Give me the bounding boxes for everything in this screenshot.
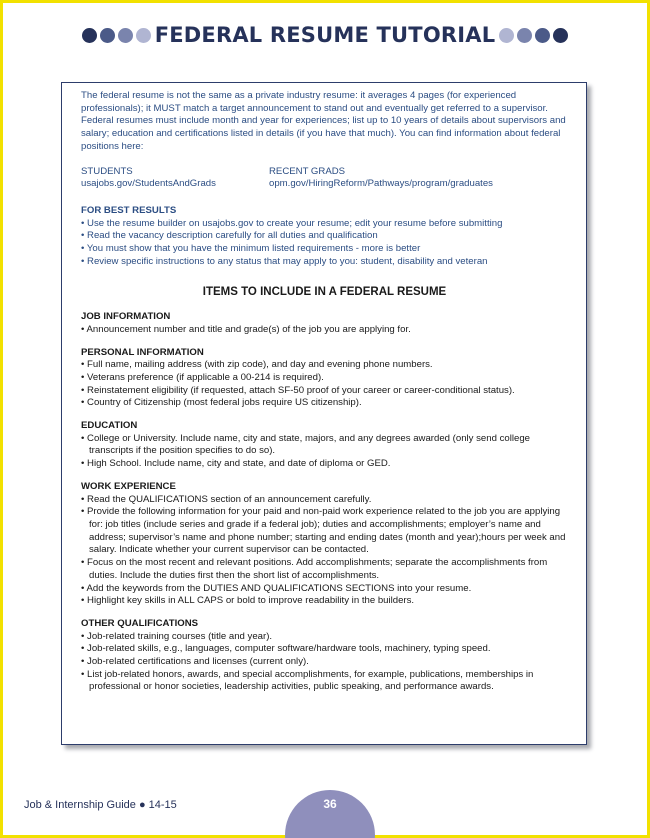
dot-icon xyxy=(553,28,568,43)
page-number: 36 xyxy=(323,797,337,811)
dot-icon xyxy=(517,28,532,43)
list-item: • College or University. Include name, city and state, majors, and any degrees awarded (only send college transcripts if the position specifies to do so). xyxy=(81,432,530,457)
list-item: • Highlight key skills in ALL CAPS or bold to improve readability in the builders. xyxy=(81,595,415,607)
list-item: • Provide the following information for your paid and non-paid work experience related to the job you are applying for: job titles (include series and grade if a federal job); duties and accomplishments; employer’s name and address; supervisor’s name and phone number; starting and ending dates (month and year);hours per week and salary. Indicate whether your current supervisor can be contacted. xyxy=(81,506,566,556)
list-item: • Read the vacancy description carefully for all duties and qualification xyxy=(81,230,378,242)
list-item: • Full name, mailing address (with zip code), and day and evening phone numbers. xyxy=(81,359,433,371)
section-heading: EDUCATION xyxy=(81,420,138,432)
dot-icon xyxy=(82,28,97,43)
dot-icon xyxy=(100,28,115,43)
footer-guide: Job & Internship Guide ● 14-15 xyxy=(24,799,177,811)
job-information-section xyxy=(81,311,568,336)
header xyxy=(0,20,650,50)
students-links xyxy=(81,166,269,191)
dot-icon xyxy=(535,28,550,43)
links-section xyxy=(81,166,568,191)
list-item: • Job-related skills, e.g., languages, computer software/hardware tools, machinery, typing speed. xyxy=(81,643,491,655)
students-link[interactable]: usajobs.gov/StudentsAndGrads xyxy=(81,178,216,190)
personal-information-section xyxy=(81,347,568,411)
items-title: ITEMS TO INCLUDE IN A FEDERAL RESUME xyxy=(202,286,447,299)
grads-links xyxy=(269,166,493,191)
section-heading: WORK EXPERIENCE xyxy=(81,480,176,492)
grads-label: RECENT GRADS xyxy=(269,165,346,177)
section-heading: JOB INFORMATION xyxy=(81,311,171,323)
dot-icon xyxy=(499,28,514,43)
intro-paragraph: The federal resume is not the same as a private industry resume: it averages 4 pages (for experienced professionals); it MUST match a target announcement to stand out and eventually get referred to a supervisor. Federal resumes must include month and year for experiences; list up to 10 years of details about supervisors and salary; education and certifications listed in details (if you have that much). You can find information about federal positions here: xyxy=(81,90,566,152)
list-item: • Reinstatement eligibility (if requested, attach SF-50 proof of your career or career-conditional status). xyxy=(81,384,515,396)
list-item: • Country of Citizenship (most federal jobs require US citizenship). xyxy=(81,397,362,409)
list-item: • Use the resume builder on usajobs.gov to create your resume; edit your resume before submitting xyxy=(81,217,503,229)
content-box xyxy=(61,82,587,745)
list-item: • Add the keywords from the DUTIES AND QUALIFICATIONS SECTIONS into your resume. xyxy=(81,582,472,594)
dot-icon xyxy=(136,28,151,43)
list-item: • High School. Include name, city and state, and date of diploma or GED. xyxy=(81,458,391,470)
work-experience-section xyxy=(81,481,568,608)
section-heading: OTHER QUALIFICATIONS xyxy=(81,617,199,629)
list-item: • Review specific instructions to any status that may apply to you: student, disability and veteran xyxy=(81,255,488,267)
other-qualifications-section xyxy=(81,618,568,694)
list-item: • You must show that you have the minimum listed requirements - more is better xyxy=(81,243,421,255)
dot-icon xyxy=(118,28,133,43)
list-item: • Veterans preference (if applicable a 00-214 is required). xyxy=(81,371,324,383)
list-item: • List job-related honors, awards, and special accomplishments, for example, publications, memberships in professional or honor societies, leadership activities, public speaking, and performance awards. xyxy=(81,668,534,693)
list-item: • Job-related certifications and licenses (current only). xyxy=(81,656,309,668)
students-label: STUDENTS xyxy=(81,165,133,177)
list-item: • Announcement number and title and grade(s) of the job you are applying for. xyxy=(81,323,411,335)
list-item: • Focus on the most recent and relevant positions. Add accomplishments; separate the accomplishments from duties. Include the duties first then the short list of accomplishments. xyxy=(81,557,548,581)
page-title: FEDERAL RESUME TUTORIAL xyxy=(154,23,496,47)
best-results-heading: FOR BEST RESULTS xyxy=(81,204,177,216)
education-section xyxy=(81,420,568,471)
list-item: • Read the QUALIFICATIONS section of an announcement carefully. xyxy=(81,493,372,505)
best-results-section xyxy=(81,205,568,269)
grads-link[interactable]: opm.gov/HiringReform/Pathways/program/graduates xyxy=(269,178,493,190)
list-item: • Job-related training courses (title and year). xyxy=(81,630,273,642)
section-heading: PERSONAL INFORMATION xyxy=(81,346,204,358)
